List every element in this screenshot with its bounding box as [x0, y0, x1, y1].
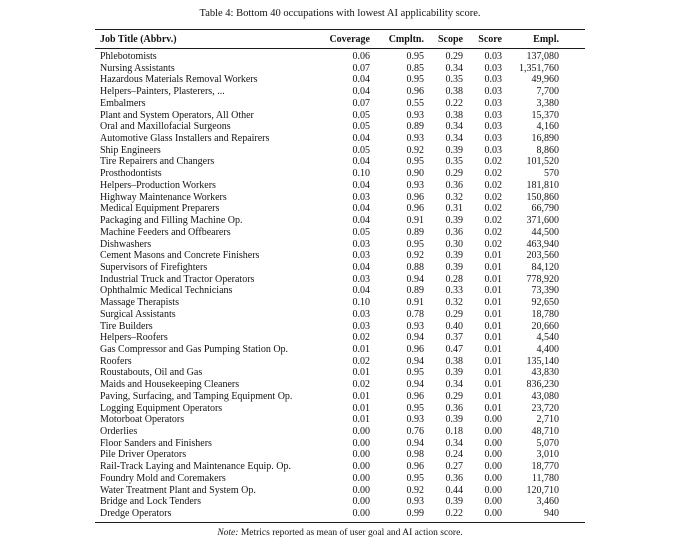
cell-value: 0.34	[445, 121, 463, 133]
cell-value: 0.93	[406, 133, 424, 145]
cell-job-title: Massage Therapists	[100, 297, 179, 309]
table-row	[95, 203, 585, 215]
table-row	[95, 250, 585, 262]
cell-value: 0.96	[406, 390, 424, 402]
cell-value: 0.29	[445, 308, 463, 320]
table-row	[95, 239, 585, 251]
cell-job-title: Logging Equipment Operators	[100, 402, 223, 414]
table-row	[95, 309, 585, 321]
cell-value: 0.24	[445, 449, 463, 461]
header-cmpltn: Cmpltn.	[370, 30, 424, 49]
cell-value: 0.00	[352, 496, 370, 508]
cell-job-title: Gas Compressor and Gas Pumping Station Op.	[100, 343, 289, 355]
cell-job-title: Tire Builders	[100, 320, 153, 332]
cell-value: 0.35	[445, 156, 463, 168]
cell-value: 0.36	[445, 226, 463, 238]
cell-job-title: Pile Driver Operators	[100, 449, 187, 461]
table-row	[95, 192, 585, 204]
cell-value: 0.02	[484, 168, 502, 180]
cell-job-title: Cement Masons and Concrete Finishers	[100, 250, 260, 262]
cell-value: 0.92	[406, 484, 424, 496]
table-row	[95, 98, 585, 110]
cell-value: 0.89	[406, 226, 424, 238]
table-row	[95, 180, 585, 192]
cell-value: 0.03	[484, 51, 502, 62]
cell-job-title: Dredge Operators	[100, 508, 172, 520]
cell-value: 0.38	[445, 86, 463, 98]
table-row	[95, 321, 585, 333]
cell-job-title: Floor Sanders and Finishers	[100, 437, 212, 449]
cell-value: 0.39	[445, 414, 463, 426]
cell-value: 0.95	[406, 472, 424, 484]
cell-value: 0.05	[352, 121, 370, 133]
cell-value: 0.02	[484, 226, 502, 238]
cell-value: 0.01	[484, 308, 502, 320]
cell-value: 0.32	[445, 191, 463, 203]
table-row	[95, 426, 585, 438]
cell-value: 5,070	[536, 437, 559, 449]
cell-job-title: Embalmers	[100, 97, 146, 109]
cell-value: 836,230	[526, 379, 559, 391]
cell-value: 0.03	[484, 144, 502, 156]
cell-value: 0.04	[352, 133, 370, 145]
cell-value: 84,120	[531, 261, 559, 273]
table-row	[95, 285, 585, 297]
cell-value: 0.34	[445, 133, 463, 145]
note-label: Note:	[217, 527, 239, 538]
table-row	[95, 461, 585, 473]
cell-value: 0.29	[445, 168, 463, 180]
cell-value: 570	[544, 168, 559, 180]
header-empl: Empl.	[502, 30, 585, 49]
table-row	[95, 508, 585, 522]
cell-value: 0.04	[352, 261, 370, 273]
cell-value: 3,380	[536, 97, 559, 109]
cell-value: 0.01	[484, 297, 502, 309]
cell-value: 0.10	[352, 168, 370, 180]
table-body	[95, 49, 585, 523]
cell-value: 0.02	[352, 379, 370, 391]
cell-value: 0.01	[352, 414, 370, 426]
cell-value: 0.88	[406, 261, 424, 273]
cell-job-title: Packaging and Filling Machine Op.	[100, 215, 243, 227]
table-row	[95, 168, 585, 180]
cell-value: 43,830	[531, 367, 559, 379]
cell-value: 0.31	[445, 203, 463, 215]
cell-value: 0.02	[484, 156, 502, 168]
header-scope: Scope	[424, 30, 463, 49]
table-row	[95, 356, 585, 368]
cell-job-title: Helpers–Roofers	[100, 332, 168, 344]
cell-value: 0.91	[406, 297, 424, 309]
cell-value: 0.05	[352, 144, 370, 156]
cell-value: 0.96	[406, 461, 424, 473]
cell-job-title: Ophthalmic Medical Technicians	[100, 285, 233, 297]
cell-value: 0.03	[352, 191, 370, 203]
header-coverage: Coverage	[300, 30, 370, 49]
cell-job-title: Supervisors of Firefighters	[100, 261, 208, 273]
cell-value: 23,720	[531, 402, 559, 414]
cell-value: 4,540	[536, 332, 559, 344]
cell-value: 0.00	[484, 508, 502, 520]
cell-job-title: Tire Repairers and Changers	[100, 156, 215, 168]
cell-value: 0.39	[445, 261, 463, 273]
cell-job-title: Water Treatment Plant and System Op.	[100, 484, 256, 496]
cell-value: 0.00	[484, 437, 502, 449]
cell-value: 0.03	[484, 121, 502, 133]
cell-value: 0.00	[352, 484, 370, 496]
cell-value: 0.05	[352, 109, 370, 121]
cell-value: 0.37	[445, 332, 463, 344]
table-row	[95, 391, 585, 403]
table-row	[95, 297, 585, 309]
cell-value: 0.02	[352, 332, 370, 344]
cell-value: 0.94	[406, 379, 424, 391]
cell-value: 0.06	[352, 51, 370, 62]
cell-value: 0.92	[406, 144, 424, 156]
cell-value: 0.03	[484, 62, 502, 74]
cell-value: 0.00	[484, 414, 502, 426]
cell-value: 16,890	[531, 133, 559, 145]
cell-value: 0.04	[352, 203, 370, 215]
cell-value: 0.02	[484, 238, 502, 250]
cell-value: 0.22	[445, 508, 463, 520]
cell-job-title: Oral and Maxillofacial Surgeons	[100, 121, 231, 133]
cell-value: 0.92	[406, 250, 424, 262]
cell-value: 0.01	[484, 250, 502, 262]
cell-value: 2,710	[536, 414, 559, 426]
cell-value: 0.03	[484, 109, 502, 121]
cell-value: 0.03	[352, 320, 370, 332]
table-row	[95, 414, 585, 426]
cell-value: 18,780	[531, 308, 559, 320]
table-row	[95, 485, 585, 497]
cell-value: 0.00	[484, 426, 502, 437]
cell-value: 0.18	[445, 426, 463, 437]
table-row	[95, 438, 585, 450]
cell-value: 0.35	[445, 74, 463, 86]
cell-value: 0.93	[406, 109, 424, 121]
cell-value: 7,700	[536, 86, 559, 98]
cell-job-title: Orderlies	[100, 426, 138, 437]
cell-value: 0.91	[406, 215, 424, 227]
cell-value: 0.01	[484, 355, 502, 367]
cell-value: 0.01	[484, 285, 502, 297]
cell-value: 0.22	[445, 97, 463, 109]
cell-value: 0.01	[352, 390, 370, 402]
cell-value: 0.47	[445, 343, 463, 355]
table-row	[95, 344, 585, 356]
cell-value: 0.03	[484, 86, 502, 98]
cell-value: 940	[544, 508, 559, 520]
table-row	[95, 63, 585, 75]
cell-value: 15,370	[531, 109, 559, 121]
table-row	[95, 473, 585, 485]
cell-value: 66,790	[531, 203, 559, 215]
cell-value: 0.07	[352, 62, 370, 74]
cell-value: 49,960	[531, 74, 559, 86]
cell-value: 0.01	[484, 402, 502, 414]
cell-job-title: Industrial Truck and Tractor Operators	[100, 273, 255, 285]
cell-value: 0.94	[406, 355, 424, 367]
table-row	[95, 496, 585, 508]
cell-value: 0.01	[484, 261, 502, 273]
cell-value: 137,080	[526, 51, 559, 62]
cell-value: 92,650	[531, 297, 559, 309]
cell-value: 3,010	[536, 449, 559, 461]
cell-value: 150,860	[526, 191, 559, 203]
note-text: Metrics reported as mean of user goal and AI action score.	[240, 527, 463, 538]
cell-value: 0.33	[445, 285, 463, 297]
cell-job-title: Machine Feeders and Offbearers	[100, 226, 231, 238]
cell-value: 0.03	[352, 238, 370, 250]
cell-value: 0.95	[406, 402, 424, 414]
cell-value: 181,810	[526, 179, 559, 191]
cell-value: 3,460	[536, 496, 559, 508]
cell-value: 0.00	[352, 472, 370, 484]
cell-value: 11,780	[531, 472, 559, 484]
cell-value: 0.39	[445, 144, 463, 156]
cell-value: 0.28	[445, 273, 463, 285]
cell-value: 0.02	[352, 355, 370, 367]
cell-value: 0.39	[445, 215, 463, 227]
cell-value: 0.93	[406, 179, 424, 191]
cell-value: 0.02	[484, 203, 502, 215]
cell-value: 0.94	[406, 273, 424, 285]
cell-job-title: Dishwashers	[100, 238, 152, 250]
cell-value: 18,770	[531, 461, 559, 473]
cell-value: 0.00	[484, 461, 502, 473]
cell-job-title: Surgical Assistants	[100, 308, 176, 320]
cell-value: 0.01	[484, 273, 502, 285]
header-score: Score	[463, 30, 502, 49]
cell-value: 0.94	[406, 332, 424, 344]
table-row	[95, 403, 585, 415]
table-row	[95, 121, 585, 133]
cell-value: 0.00	[352, 449, 370, 461]
cell-job-title: Highway Maintenance Workers	[100, 191, 227, 203]
cell-value: 0.94	[406, 437, 424, 449]
table-row	[95, 379, 585, 391]
cell-value: 0.96	[406, 203, 424, 215]
cell-value: 0.36	[445, 472, 463, 484]
cell-value: 0.32	[445, 297, 463, 309]
cell-job-title: Phlebotomists	[100, 51, 157, 62]
cell-value: 0.36	[445, 402, 463, 414]
cell-value: 0.03	[484, 97, 502, 109]
cell-job-title: Bridge and Lock Tenders	[100, 496, 202, 508]
table-row	[95, 367, 585, 379]
table-row	[95, 74, 585, 86]
cell-value: 0.03	[484, 133, 502, 145]
cell-value: 0.04	[352, 74, 370, 86]
cell-value: 0.93	[406, 320, 424, 332]
cell-value: 0.05	[352, 226, 370, 238]
table-note	[0, 527, 680, 539]
cell-value: 8,860	[536, 144, 559, 156]
cell-value: 4,160	[536, 121, 559, 133]
cell-job-title: Prosthodontists	[100, 168, 162, 180]
table-row	[95, 449, 585, 461]
table-row	[95, 156, 585, 168]
cell-value: 203,560	[526, 250, 559, 262]
cell-job-title: Motorboat Operators	[100, 414, 185, 426]
cell-value: 0.01	[484, 367, 502, 379]
table-row	[95, 227, 585, 239]
cell-value: 0.04	[352, 285, 370, 297]
cell-job-title: Maids and Housekeeping Cleaners	[100, 379, 240, 391]
cell-value: 0.07	[352, 97, 370, 109]
cell-value: 0.10	[352, 297, 370, 309]
cell-value: 0.93	[406, 496, 424, 508]
cell-value: 0.76	[406, 426, 424, 437]
cell-job-title: Rail-Track Laying and Maintenance Equip. Op.	[100, 461, 291, 473]
cell-value: 120,710	[526, 484, 559, 496]
cell-value: 0.00	[484, 472, 502, 484]
cell-value: 0.29	[445, 51, 463, 62]
occupations-table	[95, 29, 585, 523]
cell-value: 463,940	[526, 238, 559, 250]
table-caption: Table 4: Bottom 40 occupations with lowest AI applicability score.	[199, 8, 481, 19]
cell-value: 135,140	[526, 355, 559, 367]
cell-job-title: Medical Equipment Preparers	[100, 203, 220, 215]
cell-value: 0.00	[484, 496, 502, 508]
cell-value: 0.03	[352, 273, 370, 285]
cell-job-title: Helpers–Painters, Plasterers, ...	[100, 86, 225, 98]
cell-value: 0.89	[406, 285, 424, 297]
cell-value: 0.02	[484, 191, 502, 203]
cell-value: 0.29	[445, 390, 463, 402]
cell-value: 0.96	[406, 191, 424, 203]
cell-value: 0.04	[352, 156, 370, 168]
cell-value: 0.55	[406, 97, 424, 109]
cell-job-title: Helpers–Production Workers	[100, 179, 216, 191]
table-row	[95, 332, 585, 344]
cell-value: 0.36	[445, 179, 463, 191]
cell-job-title: Foundry Mold and Coremakers	[100, 472, 226, 484]
cell-value: 0.01	[484, 390, 502, 402]
cell-value: 0.95	[406, 238, 424, 250]
cell-value: 101,520	[526, 156, 559, 168]
table-header	[95, 30, 585, 49]
cell-value: 0.00	[484, 484, 502, 496]
cell-job-title: Plant and System Operators, All Other	[100, 109, 254, 121]
cell-value: 0.95	[406, 51, 424, 62]
table-row	[95, 145, 585, 157]
cell-value: 0.39	[445, 250, 463, 262]
cell-job-title: Roustabouts, Oil and Gas	[100, 367, 203, 379]
cell-value: 0.98	[406, 449, 424, 461]
table-row	[95, 49, 585, 63]
cell-value: 0.04	[352, 86, 370, 98]
cell-value: 0.93	[406, 414, 424, 426]
cell-value: 4,400	[536, 343, 559, 355]
table-row	[95, 274, 585, 286]
cell-value: 0.01	[352, 367, 370, 379]
cell-value: 43,080	[531, 390, 559, 402]
cell-value: 0.96	[406, 86, 424, 98]
cell-value: 0.95	[406, 156, 424, 168]
cell-value: 0.96	[406, 343, 424, 355]
cell-value: 1,351,760	[519, 62, 559, 74]
header-job-title: Job Title (Abbrv.)	[95, 30, 300, 49]
cell-value: 0.34	[445, 437, 463, 449]
table-row	[95, 86, 585, 98]
cell-value: 0.04	[352, 179, 370, 191]
cell-value: 0.03	[484, 74, 502, 86]
cell-value: 0.38	[445, 355, 463, 367]
cell-job-title: Ship Engineers	[100, 144, 161, 156]
cell-value: 0.03	[352, 250, 370, 262]
cell-value: 0.00	[484, 449, 502, 461]
cell-value: 48,710	[531, 426, 559, 437]
cell-value: 0.40	[445, 320, 463, 332]
cell-value: 0.03	[352, 308, 370, 320]
cell-value: 0.95	[406, 74, 424, 86]
cell-value: 371,600	[526, 215, 559, 227]
cell-value: 0.90	[406, 168, 424, 180]
table-row	[95, 110, 585, 122]
cell-value: 0.39	[445, 367, 463, 379]
cell-value: 0.01	[484, 343, 502, 355]
cell-value: 0.02	[484, 179, 502, 191]
cell-value: 0.02	[484, 215, 502, 227]
cell-value: 0.01	[484, 320, 502, 332]
header-row	[95, 30, 585, 49]
cell-job-title: Automotive Glass Installers and Repairers	[100, 133, 270, 145]
cell-value: 0.39	[445, 496, 463, 508]
cell-value: 0.99	[406, 508, 424, 520]
cell-value: 0.95	[406, 367, 424, 379]
cell-value: 0.85	[406, 62, 424, 74]
cell-value: 0.89	[406, 121, 424, 133]
cell-value: 0.01	[352, 402, 370, 414]
cell-value: 0.01	[484, 332, 502, 344]
cell-job-title: Hazardous Materials Removal Workers	[100, 74, 258, 86]
table-row	[95, 215, 585, 227]
cell-value: 0.04	[352, 215, 370, 227]
cell-value: 44,500	[531, 226, 559, 238]
cell-value: 73,390	[531, 285, 559, 297]
cell-value: 0.00	[352, 426, 370, 437]
cell-value: 0.01	[352, 343, 370, 355]
cell-value: 0.34	[445, 379, 463, 391]
cell-value: 0.00	[352, 461, 370, 473]
cell-value: 0.44	[445, 484, 463, 496]
cell-value: 778,920	[526, 273, 559, 285]
cell-value: 0.38	[445, 109, 463, 121]
cell-value: 0.00	[352, 508, 370, 520]
cell-value: 20,660	[531, 320, 559, 332]
cell-job-title: Paving, Surfacing, and Tamping Equipment Op.	[100, 390, 293, 402]
table-row	[95, 262, 585, 274]
cell-value: 0.27	[445, 461, 463, 473]
cell-value: 0.01	[484, 379, 502, 391]
cell-value: 0.34	[445, 62, 463, 74]
table-row	[95, 133, 585, 145]
cell-value: 0.00	[352, 437, 370, 449]
cell-value: 0.30	[445, 238, 463, 250]
cell-job-title: Nursing Assistants	[100, 62, 175, 74]
cell-job-title: Roofers	[100, 355, 132, 367]
cell-value: 0.78	[406, 308, 424, 320]
